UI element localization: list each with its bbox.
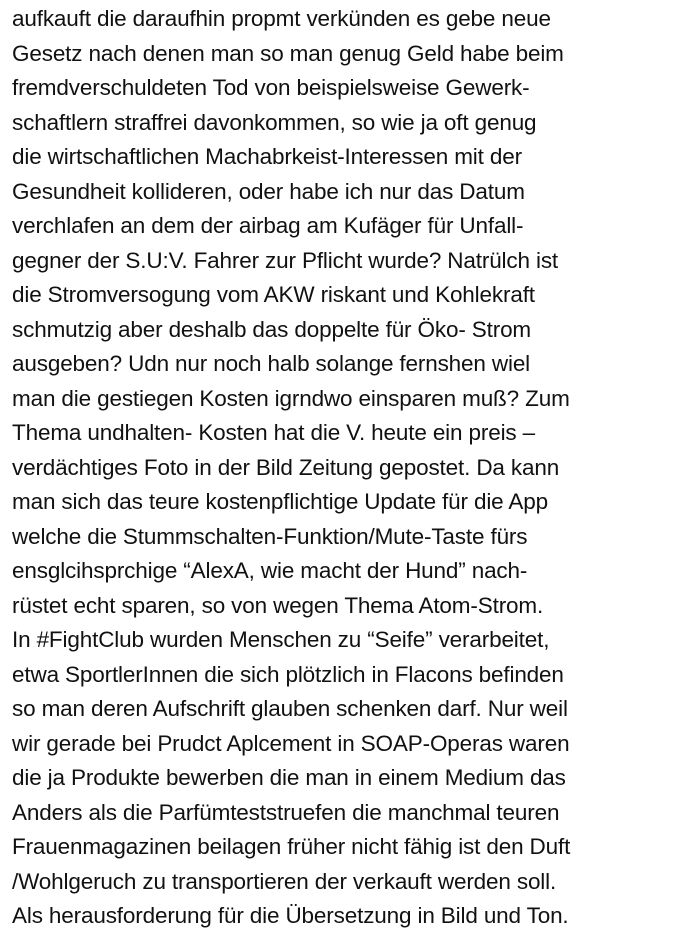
- text-line: Frauenmagazinen beilagen früher nicht fähig ist den Duft: [12, 834, 571, 859]
- text-line: aufkauft die daraufhin propmt verkünden es gebe neue: [12, 6, 551, 31]
- text-line: /Wohlgeruch zu transportieren der verkauft werden soll.: [12, 868, 557, 894]
- text-line: die ja Produkte bewerben die man in einem Medium das: [12, 765, 566, 790]
- text-line: ensglcihsprchige “AlexA, wie macht der Hund” nach-: [12, 558, 528, 583]
- text-line: wir gerade bei Prudct Aplcement in SOAP-Operas waren: [12, 730, 570, 756]
- text-line: man die gestiegen Kosten igrndwo einsparen muß? Zum: [12, 385, 570, 411]
- text-line: etwa SportlerInnen die sich plötzlich in Flacons befinden: [12, 661, 564, 687]
- body-text: [12, 2, 680, 934]
- text-line: so man deren Aufschrift glauben schenken darf. Nur weil: [12, 696, 568, 721]
- text-line: verchlafen an dem der airbag am Kufäger für Unfall-: [12, 213, 524, 238]
- text-line: Als herausforderung für die Übersetzung in Bild und Ton.: [12, 903, 569, 928]
- text-line: die wirtschaftlichen Machabrkeist-Interessen mit der: [12, 144, 522, 169]
- text-line: fremdverschuldeten Tod von beispielsweise Gewerk-: [12, 75, 530, 100]
- text-line: Gesetz nach denen man so man genug Geld habe beim: [12, 40, 564, 66]
- text-line: man sich das teure kostenpflichtige Update für die App: [12, 489, 548, 514]
- text-line: Anders als die Parfümteststruefen die manchmal teuren: [12, 799, 560, 825]
- text-line: rüstet echt sparen, so von wegen Thema Atom-Strom.: [12, 592, 544, 618]
- text-line: schmutzig aber deshalb das doppelte für Öko- Strom: [12, 316, 532, 342]
- text-line: Thema undhalten- Kosten hat die V. heute ein preis –: [12, 420, 535, 445]
- text-line: gegner der S.U:V. Fahrer zur Pflicht wurde? Natrülch ist: [12, 247, 559, 273]
- text-line: verdächtiges Foto in der Bild Zeitung gepostet. Da kann: [12, 454, 560, 480]
- text-line: In #FightClub wurden Menschen zu “Seife” verarbeitet,: [12, 627, 550, 652]
- text-line: welche die Stummschalten-Funktion/Mute-Taste fürs: [12, 523, 528, 549]
- text-line: die Stromversogung vom AKW riskant und Kohlekraft: [12, 282, 535, 307]
- text-line: Gesundheit kollideren, oder habe ich nur das Datum: [12, 178, 525, 204]
- text-line: schaftlern straffrei davonkommen, so wie ja oft genug: [12, 109, 537, 135]
- text-line: ausgeben? Udn nur noch halb solange fernshen wiel: [12, 351, 531, 376]
